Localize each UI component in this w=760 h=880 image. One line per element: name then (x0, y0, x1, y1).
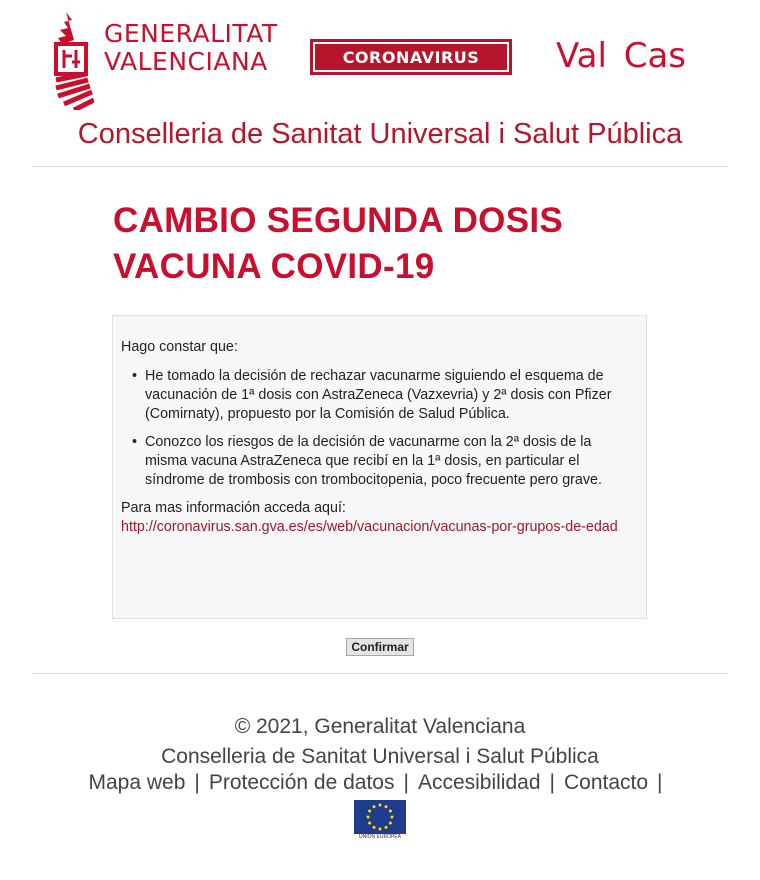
consent-item-1: • He tomado la decisión de rechazar vacunarme siguiendo el esquema de vacunación de 1ª dosis con AstraZeneca (Vazxevria) y 2ª dosis con Pfizer (Comirnaty), propuesto por la Comisión de Salud Pública. (145, 367, 636, 424)
gv-line2: VALENCIANA (104, 47, 268, 76)
coronavirus-badge[interactable] (310, 39, 512, 75)
valcas-logo[interactable]: Val Cas (556, 36, 686, 76)
consent-item-2: • Conozco los riesgos de la decisión de vacunarme con la 2ª dosis de la misma vacuna AstraZeneca que recibí en la 1ª dosis, en particular el síndrome de trombosis con trombocitopenia, poco frecuente pero grave. (145, 433, 636, 490)
footer-link-accesibilidad[interactable]: Accesibilidad (417, 771, 541, 794)
consent-box (112, 315, 647, 619)
eu-flag-icon (354, 800, 406, 834)
footer-copyright: © 2021, Generalitat Valenciana (234, 715, 526, 738)
conselleria-title: Conselleria de Sanitat Universal i Salut Pública (77, 118, 683, 150)
site-header (0, 0, 760, 170)
footer-link-proteccion-datos[interactable]: Protección de datos (208, 771, 395, 794)
footer-conselleria: Conselleria de Sanitat Universal i Salut Pública (161, 745, 599, 768)
intro-text: Hago constar que: (121, 339, 238, 355)
footer-link-contacto[interactable]: Contacto (563, 771, 649, 794)
info-text: Para mas información acceda aquí: (121, 500, 346, 516)
footer-separator: | (194, 771, 200, 794)
footer-separator: | (549, 771, 555, 794)
footer-link-mapa-web[interactable]: Mapa web (88, 771, 186, 794)
info-link[interactable]: http://coronavirus.san.gva.es/es/web/vacunacion/vacunas-por-grupos-de-edad (121, 519, 618, 535)
eu-stars-icon (354, 800, 406, 834)
gv-line1: GENERALITAT (104, 19, 278, 48)
eu-logo (354, 800, 406, 852)
footer-separator: | (657, 771, 663, 794)
site-footer (0, 712, 760, 798)
footer-separator: | (403, 771, 409, 794)
page-title (113, 198, 563, 290)
title-line1: CAMBIO SEGUNDA DOSIS (113, 201, 564, 240)
title-line2: VACUNA COVID-19 (113, 247, 435, 286)
footer-divider (32, 673, 728, 674)
header-divider (32, 166, 728, 167)
eu-label: UNIÓN EUROPEA (359, 834, 401, 840)
coronavirus-badge-label: CORONAVIRUS (315, 44, 507, 70)
consent-list (121, 367, 636, 490)
confirm-button[interactable]: Confirmar (346, 638, 414, 656)
footer-links (0, 768, 760, 798)
generalitat-crest-icon (52, 10, 94, 110)
generalitat-wordmark (104, 20, 278, 76)
